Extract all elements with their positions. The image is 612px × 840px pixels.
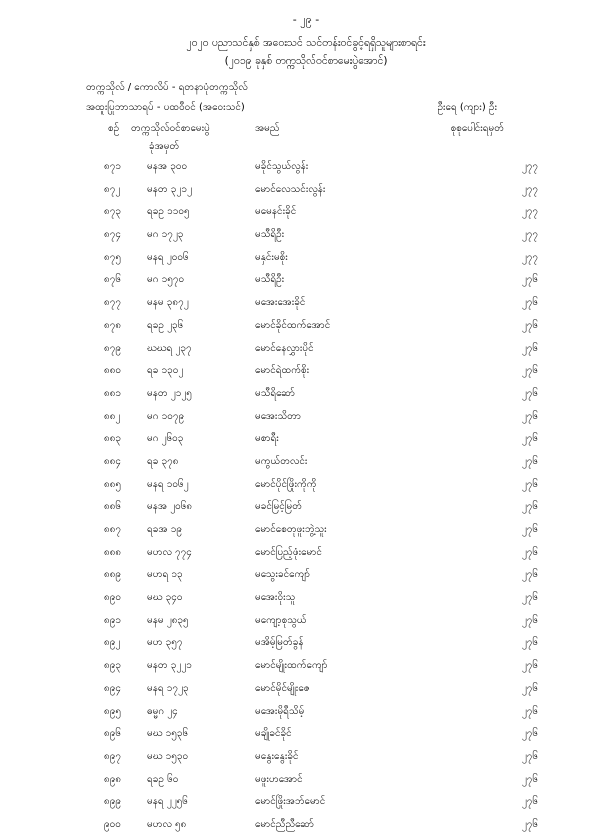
row-name: မအေးသိတာ (255, 410, 301, 422)
table-row (0, 658, 612, 681)
row-name: မအိမ့်မြတ်ခွန် (255, 637, 304, 649)
row-roll-number: ဓမ္မဂ ၂၄ (147, 705, 178, 717)
row-name: မောင်လေသင်းလွန်း (255, 183, 326, 195)
row-roll-number: မနတ ၃၂၁၂ (147, 183, 192, 195)
row-roll-number: မဟ ၃၅၇ (147, 637, 183, 649)
row-number: ၈၉၈ (104, 773, 122, 785)
row-total: ၂၇၇ (521, 161, 538, 172)
row-number: ၈၇၁ (104, 161, 121, 172)
row-number: ၈၇၂ (104, 183, 121, 195)
row-number: ၈၈၈ (104, 546, 122, 558)
gender-count-label: ဦးရေ (ကျား) ဦး (437, 102, 497, 113)
row-roll-number: မဟလ ၇၇၄ (147, 546, 192, 558)
document-title: ၂၀၂၀ ပညာသင်နှစ် အဝေးသင် သင်တန်းဝင်ခွင့်ရရှိသူများစာရင်း (186, 37, 426, 49)
table-row (0, 295, 612, 318)
page-number: - ၂၉ - (292, 13, 320, 26)
table-row (0, 681, 612, 704)
row-number: ၈၇၄ (104, 229, 121, 241)
row-number: ၉၀၀ (104, 818, 121, 830)
row-roll-number: မဂ ၁၇၂၃ (147, 229, 184, 241)
row-number: ၈၉၉ (104, 796, 121, 808)
row-total: ၂၇၇ (521, 206, 538, 218)
row-total: ၂၇၆ (521, 274, 538, 286)
row-roll-number: မနတ ၃၂၂၁ (147, 660, 192, 672)
row-total: ၂၇၆ (521, 569, 538, 581)
row-roll-number: မနမ ၃၈၇၂ (147, 297, 189, 309)
row-number: ၈၇၇ (104, 297, 121, 309)
row-roll-number: မဂ ၁၀၇၉ (147, 410, 185, 422)
row-name: မအေးဝိုးသူ (255, 592, 296, 604)
row-name: မချိုခင်ခိုင် (255, 728, 292, 740)
table-row (0, 431, 612, 454)
row-name: မကျော့စုသွယ် (255, 614, 307, 626)
row-name: မခင်မြင့်မြတ် (255, 501, 302, 513)
row-roll-number: မနတ ၂၁၂၅ (147, 387, 192, 399)
table-row (0, 613, 612, 636)
header-number: စဉ် (108, 123, 120, 134)
row-total: ၂၇၆ (521, 319, 538, 331)
row-total: ၂၇၆ (521, 682, 538, 694)
row-total: ၂၇၆ (521, 614, 538, 626)
row-roll-number: မနရ ၁၇၂၃ (147, 682, 189, 694)
row-number: ၈၇၃ (104, 206, 121, 218)
row-name: မောင်ပြည့်ဖုံးမောင် (255, 546, 322, 558)
row-roll-number: ရခဥ ၆၀ (147, 773, 179, 785)
row-total: ၂၇၇ (521, 229, 538, 241)
row-number: ၈၉၄ (104, 682, 121, 694)
row-roll-number: မဃ ၁၅၃၆ (147, 728, 189, 740)
row-total: ၂၇၆ (521, 342, 538, 354)
row-name: မခိုင်သွယ်လွန်း (255, 161, 309, 172)
row-name: မဖူးဟအောင် (255, 773, 303, 785)
row-total: ၂၇၆ (521, 433, 538, 445)
row-name: မောင်ပိုင်ဖြိုးကိုကို (255, 478, 317, 490)
row-roll-number: မနရ ၁၀၆၂ (147, 478, 189, 490)
row-roll-number: ရခအ ၁၉ (147, 524, 182, 535)
row-number: ၈၉၀ (104, 592, 121, 604)
subject-line: အထူးပြုဘာသာရပ် - ပထဝီဝင် (အဝေးသင်) (86, 102, 245, 113)
row-roll-number: ရခ ၁၃၀၂ (147, 365, 184, 377)
row-roll-number: မနအ ၃၀၀ (147, 161, 188, 172)
table-row (0, 159, 612, 182)
row-total: ၂၇၆ (521, 410, 538, 422)
row-name: မောင်မိုင်မျိုးဇေ (255, 682, 310, 694)
row-number: ၈၈၀ (104, 365, 122, 377)
row-number: ၈၈၂ (104, 410, 121, 422)
row-roll-number: မဂ ၁၅၇၀ (147, 274, 185, 286)
row-number: ၈၉၂ (104, 637, 121, 649)
row-total: ၂၇၆ (521, 546, 538, 558)
table-row (0, 341, 612, 364)
row-number: ၈၈၉ (104, 569, 122, 581)
row-total: ၂၇၆ (521, 455, 538, 467)
table-row (0, 227, 612, 250)
row-name: မောင်စေတုဖူးဘွဲ့သူး (255, 524, 327, 535)
table-row (0, 635, 612, 658)
row-total: ၂၇၆ (521, 297, 538, 309)
row-number: ၈၉၅ (104, 705, 121, 717)
table-row (0, 772, 612, 795)
row-name: မကွယ်တလင်း (255, 455, 308, 467)
table-row (0, 272, 612, 295)
row-roll-number: ရခဥ ၁၁၀၅ (147, 206, 190, 218)
row-name: မအေးအေးခိုင် (255, 297, 306, 309)
row-number: ၈၈၅ (104, 478, 122, 490)
header-roll-line2: ခုံအမှတ် (149, 141, 180, 152)
row-number: ၈၈၃ (104, 433, 122, 445)
row-name: မောင်မျိုးထက်ကျော် (255, 660, 328, 672)
row-name: မသီရိဦး (255, 229, 285, 241)
row-total: ၂၇၆ (521, 637, 538, 649)
row-total: ၂၇၆ (521, 796, 538, 808)
table-row (0, 499, 612, 522)
row-total: ၂၇၇ (521, 251, 538, 263)
row-roll-number: ရခဥ ၂၃၆ (147, 319, 184, 331)
row-name: မစာရီး (255, 433, 279, 445)
table-row (0, 726, 612, 749)
row-name: မနွေးနွေးခိုင် (255, 750, 299, 762)
row-name: မသီရိဆော် (255, 387, 295, 399)
table-row (0, 386, 612, 409)
row-name: မောင်ဖြိုးအဘ်မောင် (255, 796, 326, 808)
row-total: ၂၇၆ (521, 818, 538, 830)
row-roll-number: မနမ ၂၈၃၅ (147, 614, 189, 626)
row-number: ၈၈၄ (104, 455, 122, 467)
row-name: မောင်နေလွှားပိုင် (255, 342, 314, 354)
row-roll-number: မဃ ၃၄၀ (147, 592, 183, 604)
table-row (0, 522, 612, 545)
row-total: ၂၇၆ (521, 592, 538, 604)
row-roll-number: ဃဃရ ၂၃၇ (147, 342, 192, 354)
table-row (0, 749, 612, 772)
table-row (0, 454, 612, 477)
table-row (0, 567, 612, 590)
row-name: မောင်ရဲထက်စိုး (255, 365, 310, 377)
table-row (0, 545, 612, 568)
row-roll-number: မနအ ၂၀၆၈ (147, 501, 193, 513)
row-number: ၈၇၈ (104, 319, 122, 331)
results-table (0, 159, 612, 840)
row-number: ၈၇၉ (104, 342, 121, 354)
table-row (0, 204, 612, 227)
row-number: ၈၉၃ (104, 660, 121, 672)
row-number: ၈၈၆ (104, 501, 122, 513)
university-line: တက္ကသိုလ် / ကောလိပ် - ရတနာပုံတက္ကသိုလ် (86, 82, 248, 93)
header-name: အမည် (255, 123, 280, 134)
row-name: မအေးမိုရီသိမ့် (255, 705, 305, 717)
table-row (0, 704, 612, 727)
row-roll-number: မနရ ၂၀၀၆ (147, 251, 189, 263)
row-name: မသီရိဦး (255, 274, 285, 286)
row-total: ၂၇၆ (521, 524, 538, 535)
table-row (0, 409, 612, 432)
document-subtitle: (၂၀၁၉ ခုနှစ် တက္ကသိုလ်ဝင်စာမေးပွဲအောင်) (224, 55, 388, 67)
row-number: ၈၉၇ (104, 750, 121, 762)
row-number: ၈၈၇ (104, 524, 122, 535)
table-row (0, 477, 612, 500)
row-total: ၂၇၆ (521, 478, 538, 490)
row-name: မသွေးခင်ကျော် (255, 569, 311, 581)
table-row (0, 363, 612, 386)
table-row (0, 794, 612, 817)
table-row (0, 590, 612, 613)
row-number: ၈၈၁ (104, 387, 122, 399)
row-total: ၂၇၆ (521, 365, 538, 377)
row-total: ၂၇၇ (521, 183, 538, 195)
row-number: ၈၇၆ (104, 274, 121, 286)
row-roll-number: မဃ ၁၅၃၀ (147, 750, 189, 762)
row-number: ၈၇၅ (104, 251, 121, 263)
row-name: မနှင်းမစိုး (255, 251, 288, 263)
row-total: ၂၇၆ (521, 660, 538, 672)
row-total: ၂၇၆ (521, 728, 538, 740)
row-total: ၂၇၆ (521, 501, 538, 513)
row-total: ၂၇၆ (521, 705, 538, 717)
table-row (0, 182, 612, 205)
row-number: ၈၉၆ (104, 728, 121, 740)
header-roll: တက္ကသိုလ်ဝင်စာမေးပွဲ (131, 123, 210, 134)
table-row (0, 817, 612, 840)
row-name: မောင်ခိုင်ထက်အောင် (255, 319, 331, 331)
header-total: စုစုပေါင်းရမှတ် (450, 123, 504, 134)
row-number: ၈၉၁ (104, 614, 121, 626)
row-total: ၂၇၆ (521, 387, 538, 399)
row-roll-number: မဟရ ၁၃ (147, 569, 183, 581)
row-roll-number: မဟလ ၅၈ (147, 818, 187, 830)
table-row (0, 318, 612, 341)
row-roll-number: မနရ ၂၂၅၆ (147, 796, 188, 808)
row-total: ၂၇၆ (521, 773, 538, 785)
row-roll-number: ရခ ၃၇၈ (147, 455, 179, 467)
table-row (0, 250, 612, 273)
row-name: မောင်ညီညီဆော် (255, 818, 314, 830)
row-name: မမေနင်းခိုင် (255, 206, 297, 218)
row-total: ၂၇၆ (521, 750, 538, 762)
row-roll-number: မဂ ၂၆၀၃ (147, 433, 184, 445)
